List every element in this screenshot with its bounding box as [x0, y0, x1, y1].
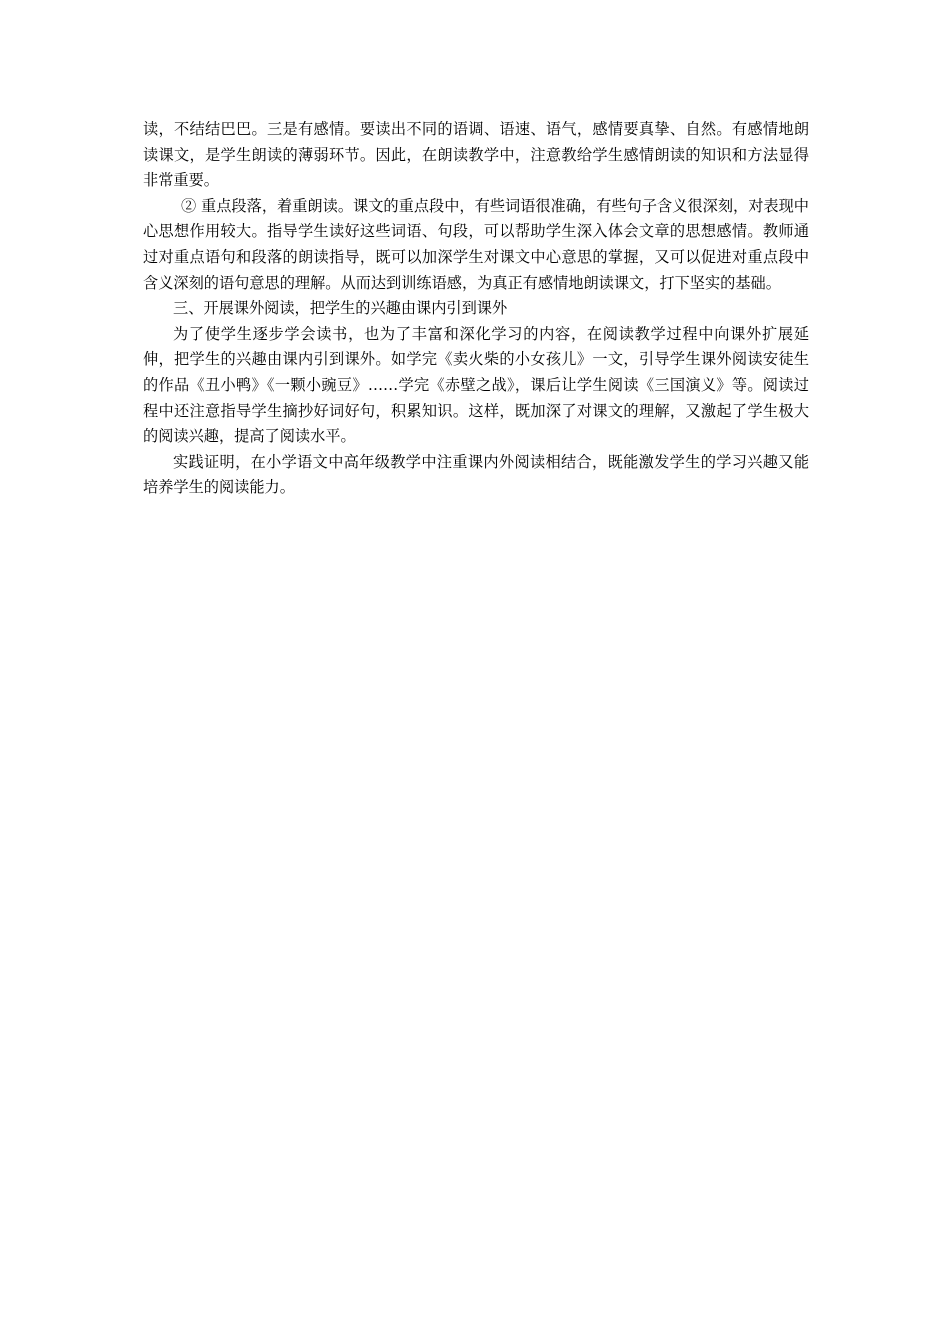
paragraph-key-sections: ② 重点段落，着重朗读。课文的重点段中，有些词语很准确，有些句子含义很深刻，对表现中心思想作用较大。指导学生读好这些词语、句段，可以帮助学生深入体会文章的思想感情。教师通过对重点语句和段落的朗读指导，既可以加深学生对课文中心意思的掌握，又可以促进对重点段中含义深刻的语句意思的理解。从而达到训练语感，为真正有感情地朗读课文，打下坚实的基础。 [143, 196, 809, 292]
paragraph-extracurricular-reading: 为了使学生逐步学会读书，也为了丰富和深化学习的内容，在阅读教学过程中向课外扩展延伸，把学生的兴趣由课内引到课外。如学完《卖火柴的小女孩儿》一文，引导学生课外阅读安徒生的作品《丑小鸭》《一颗小豌豆》……学完《赤壁之战》，课后让学生阅读《三国演义》等。阅读过程中还注意指导学生摘抄好词好句，积累知识。这样，既加深了对课文的理解，又激起了学生极大的阅读兴趣，提高了阅读水平。 [143, 324, 809, 446]
document-body [143, 117, 809, 501]
paragraph-conclusion: 实践证明，在小学语文中高年级教学中注重课内外阅读相结合，既能激发学生的学习兴趣又能培养学生的阅读能力。 [143, 452, 809, 497]
paragraph-reading-fluency: 读，不结结巴巴。三是有感情。要读出不同的语调、语速、语气，感情要真挚、自然。有感情地朗读课文，是学生朗读的薄弱环节。因此，在朗读教学中，注意教给学生感情朗读的知识和方法显得非常重要。 [143, 120, 809, 190]
section-heading-extracurricular: 三、开展课外阅读，把学生的兴趣由课内引到课外 [173, 299, 508, 318]
